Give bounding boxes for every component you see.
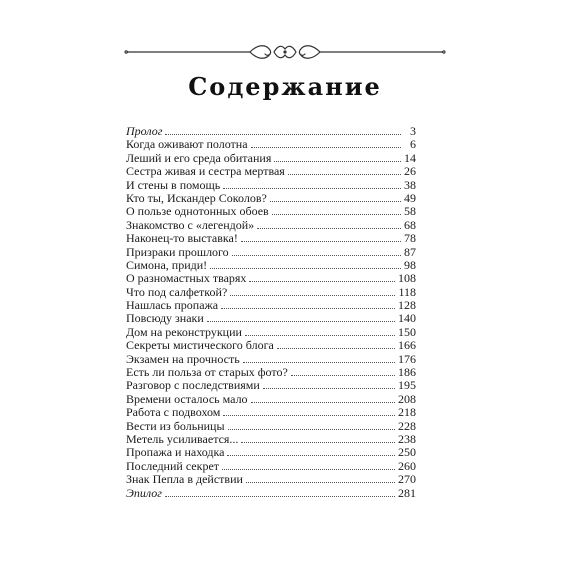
dot-leader: [291, 366, 395, 376]
toc-entry-page-number: 228: [398, 418, 416, 433]
toc-entry: [126, 473, 416, 486]
toc-entry-title: Последний секрет: [126, 458, 220, 473]
toc-entry-title: Что под салфеткой?: [126, 284, 228, 299]
toc-entry-title: Есть ли польза от старых фото?: [126, 365, 288, 380]
toc-entry-title: Экзамен на прочность: [126, 351, 240, 366]
toc-entry-page-number: 140: [398, 311, 416, 326]
dot-leader: [272, 205, 401, 215]
toc-entry-title: Знак Пепла в действии: [126, 472, 243, 487]
toc-entry-title: Работа с подвохом: [126, 405, 221, 420]
toc-entry-page-number: 6: [410, 137, 416, 152]
dot-leader: [241, 433, 395, 443]
dot-leader: [263, 379, 395, 389]
flourish-divider-icon: [124, 40, 446, 64]
dot-leader: [277, 339, 395, 349]
toc-entry: [126, 420, 416, 433]
dot-leader: [223, 179, 401, 189]
page-title: Содержание: [188, 72, 382, 101]
toc-entry: [126, 179, 416, 192]
toc-entry-title: Разговор с последствиями: [126, 378, 260, 393]
dot-leader: [221, 299, 395, 309]
toc-entry-page-number: 108: [398, 271, 416, 286]
toc-entry: [126, 460, 416, 473]
toc-entry: [126, 353, 416, 366]
dot-leader: [227, 446, 395, 456]
toc-entry: [126, 339, 416, 352]
dot-leader: [228, 420, 395, 430]
toc-entry-title: Наконец-то выставка!: [126, 231, 238, 246]
toc-entry: [126, 192, 416, 205]
toc-entry-title: Когда оживают полотна: [126, 137, 248, 152]
dot-leader: [243, 353, 395, 363]
dot-leader: [257, 219, 401, 229]
toc-entry-page-number: 218: [398, 405, 416, 420]
dot-leader: [270, 192, 401, 202]
dot-leader: [249, 272, 395, 282]
dot-leader: [222, 460, 395, 470]
toc-entry-title: Метель усиливается...: [126, 431, 239, 446]
toc-entry: [126, 125, 416, 138]
toc-entry-title: Пролог: [126, 124, 163, 138]
toc-entry: [126, 366, 416, 379]
toc-entry: [126, 299, 416, 312]
dot-leader: [246, 473, 395, 483]
toc-entry-page-number: 3: [410, 124, 416, 138]
dot-leader: [210, 259, 401, 269]
toc-entry-title: Леший и его среда обитания: [126, 150, 272, 165]
toc-entry-title: Кто ты, Искандер Соколов?: [126, 190, 267, 205]
dot-leader: [241, 232, 401, 242]
toc-entry-page-number: 78: [404, 231, 416, 246]
toc-entry-page-number: 68: [404, 217, 416, 232]
toc-entry: [126, 205, 416, 218]
dot-leader: [251, 393, 395, 403]
toc-entry-page-number: 176: [398, 351, 416, 366]
toc-entry-title: Вести из больницы: [126, 418, 225, 433]
toc-entry-page-number: 166: [398, 338, 416, 353]
toc-entry-title: Нашлась пропажа: [126, 298, 219, 313]
dot-leader: [165, 125, 401, 135]
toc-entry: [126, 272, 416, 285]
toc-entry-page-number: 281: [398, 485, 416, 500]
toc-entry: [126, 326, 416, 339]
toc-entry-page-number: 260: [398, 458, 416, 473]
toc-entry: [126, 433, 416, 446]
toc-entry: [126, 312, 416, 325]
dot-leader: [223, 406, 395, 416]
toc-entry-page-number: 250: [398, 445, 416, 460]
toc-entry-page-number: 26: [404, 164, 416, 179]
toc-entry-title: Времени осталось мало: [126, 391, 248, 406]
toc-entry: [126, 379, 416, 392]
toc-entry-page-number: 58: [404, 204, 416, 219]
toc-entry: [126, 259, 416, 272]
toc-entry: [126, 246, 416, 259]
toc-entry-title: Эпилог: [126, 485, 162, 500]
dot-leader: [288, 165, 401, 175]
dot-leader: [251, 138, 401, 148]
toc-entry-title: Секреты мистического блога: [126, 338, 274, 353]
dot-leader: [165, 487, 395, 497]
toc-entry-page-number: 186: [398, 365, 416, 380]
toc-entry: [126, 165, 416, 178]
toc-entry-page-number: 208: [398, 391, 416, 406]
toc-entry-page-number: 118: [398, 284, 416, 299]
toc-entry-page-number: 150: [398, 324, 416, 339]
toc-entry-title: Призраки прошлого: [126, 244, 229, 259]
toc-entry: [126, 406, 416, 419]
toc-entry: [126, 487, 416, 500]
toc-entry: [126, 286, 416, 299]
table-of-contents: [126, 125, 416, 500]
toc-entry-title: О пользе однотонных обоев: [126, 204, 269, 219]
toc-entry: [126, 446, 416, 459]
toc-entry-title: И стены в помощь: [126, 177, 221, 192]
toc-entry-page-number: 270: [398, 472, 416, 487]
dot-leader: [230, 286, 395, 296]
toc-entry: [126, 393, 416, 406]
toc-entry-title: Пропажа и находка: [126, 445, 225, 460]
toc-entry-title: Дом на реконструкции: [126, 324, 242, 339]
toc-entry: [126, 152, 416, 165]
toc-entry: [126, 219, 416, 232]
toc-entry-page-number: 49: [404, 190, 416, 205]
toc-entry-page-number: 195: [398, 378, 416, 393]
toc-entry-page-number: 87: [404, 244, 416, 259]
toc-entry-page-number: 38: [404, 177, 416, 192]
toc-entry-title: Сестра живая и сестра мертвая: [126, 164, 285, 179]
toc-entry-title: О разномастных тварях: [126, 271, 247, 286]
toc-entry-page-number: 238: [398, 431, 416, 446]
toc-entry-title: Знакомство с «легендой»: [126, 217, 255, 232]
toc-entry-title: Симона, приди!: [126, 257, 208, 272]
dot-leader: [274, 152, 401, 162]
toc-entry-page-number: 14: [404, 150, 416, 165]
toc-entry-title: Повсюду знаки: [126, 311, 204, 326]
toc-entry-page-number: 128: [398, 298, 416, 313]
toc-entry: [126, 232, 416, 245]
dot-leader: [232, 246, 401, 256]
dot-leader: [207, 312, 395, 322]
dot-leader: [245, 326, 395, 336]
toc-entry: [126, 138, 416, 151]
toc-entry-page-number: 98: [404, 257, 416, 272]
